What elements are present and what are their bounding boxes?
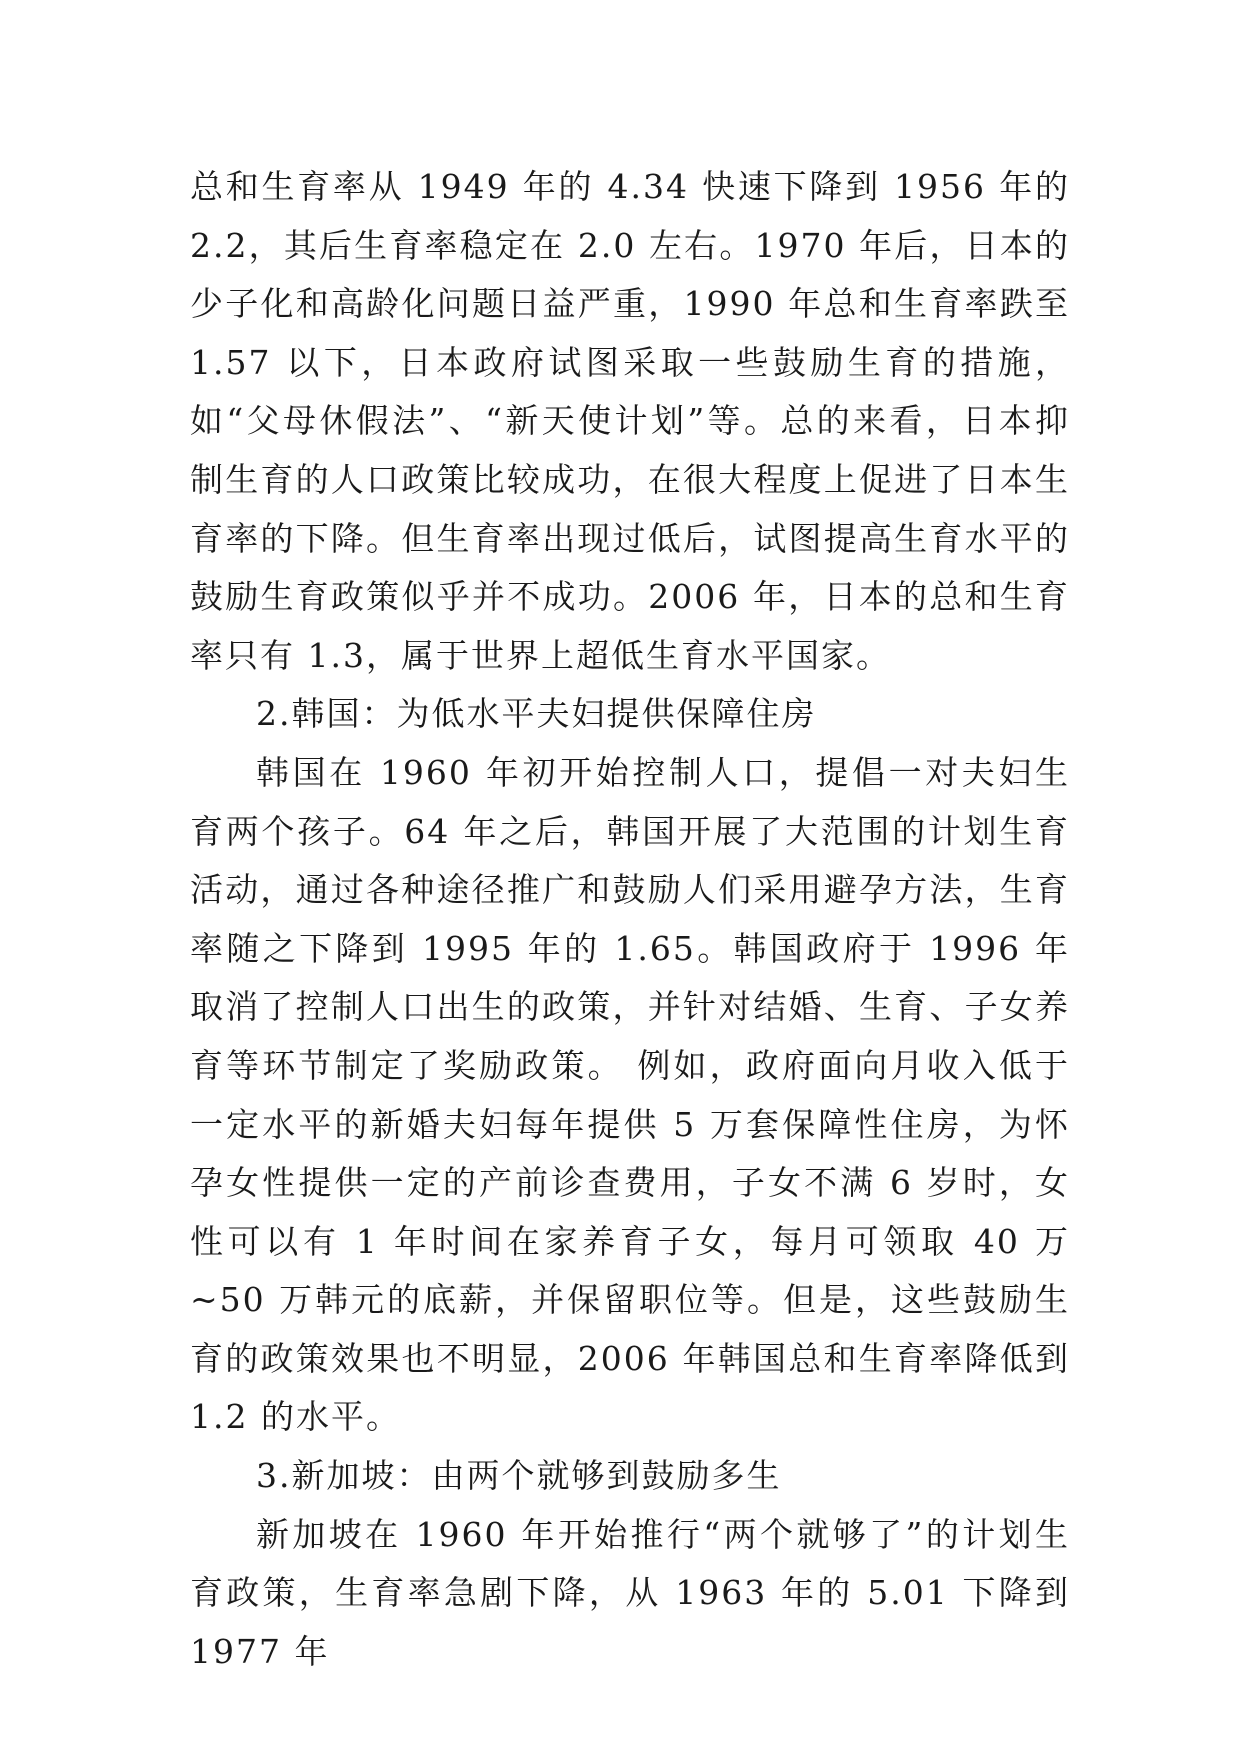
section-heading-korea: 2.韩国：为低水平夫妇提供保障住房: [256, 694, 817, 734]
paragraph-singapore-policy: 新加坡在 1960 年开始推行“两个就够了”的计划生育政策，生育率急剧下降，从 1963 年的 5.01 下降到 1977 年: [190, 1514, 1070, 1671]
paragraph-japan-fertility: 总和生育率从 1949 年的 4.34 快速下降到 1956 年的 2.2，其后生育率稳定在 2.0 左右。1970 年后，日本的少子化和高龄化问题日益严重，1990 年总和生育率跌至 1.57 以下，日本政府试图采取一些鼓励生育的措施，如“父母休假法”、“新天使计划”等。总的来看，日本抑制生育的人口政策比较成功，在很大程度上促进了日本生育率的下降。但生育率出现过低后，试图提高生育水平的鼓励生育政策似乎并不成功。2006 年，日本的总和生育率只有 1.3，属于世界上超低生育水平国家。: [190, 167, 1070, 675]
document-body: [190, 158, 1070, 1681]
section-heading-singapore: 3.新加坡：由两个就够到鼓励多生: [256, 1456, 782, 1496]
paragraph-korea-policy: 韩国在 1960 年初开始控制人口，提倡一对夫妇生育两个孩子。64 年之后，韩国开展了大范围的计划生育活动，通过各种途径推广和鼓励人们采用避孕方法，生育率随之下降到 1995 年的 1.65。韩国政府于 1996 年取消了控制人口出生的政策，并针对结婚、生育、子女养育等环节制定了奖励政策。 例如，政府面向月收入低于一定水平的新婚夫妇每年提供 5 万套保障性住房，为怀孕女性提供一定的产前诊查费用，子女不满 6 岁时，女性可以有 1 年时间在家养育子女，每月可领取 40 万~50 万韩元的底薪，并保留职位等。但是，这些鼓励生育的政策效果也不明显，2006 年韩国总和生育率降低到 1.2 的水平。: [190, 752, 1070, 1437]
